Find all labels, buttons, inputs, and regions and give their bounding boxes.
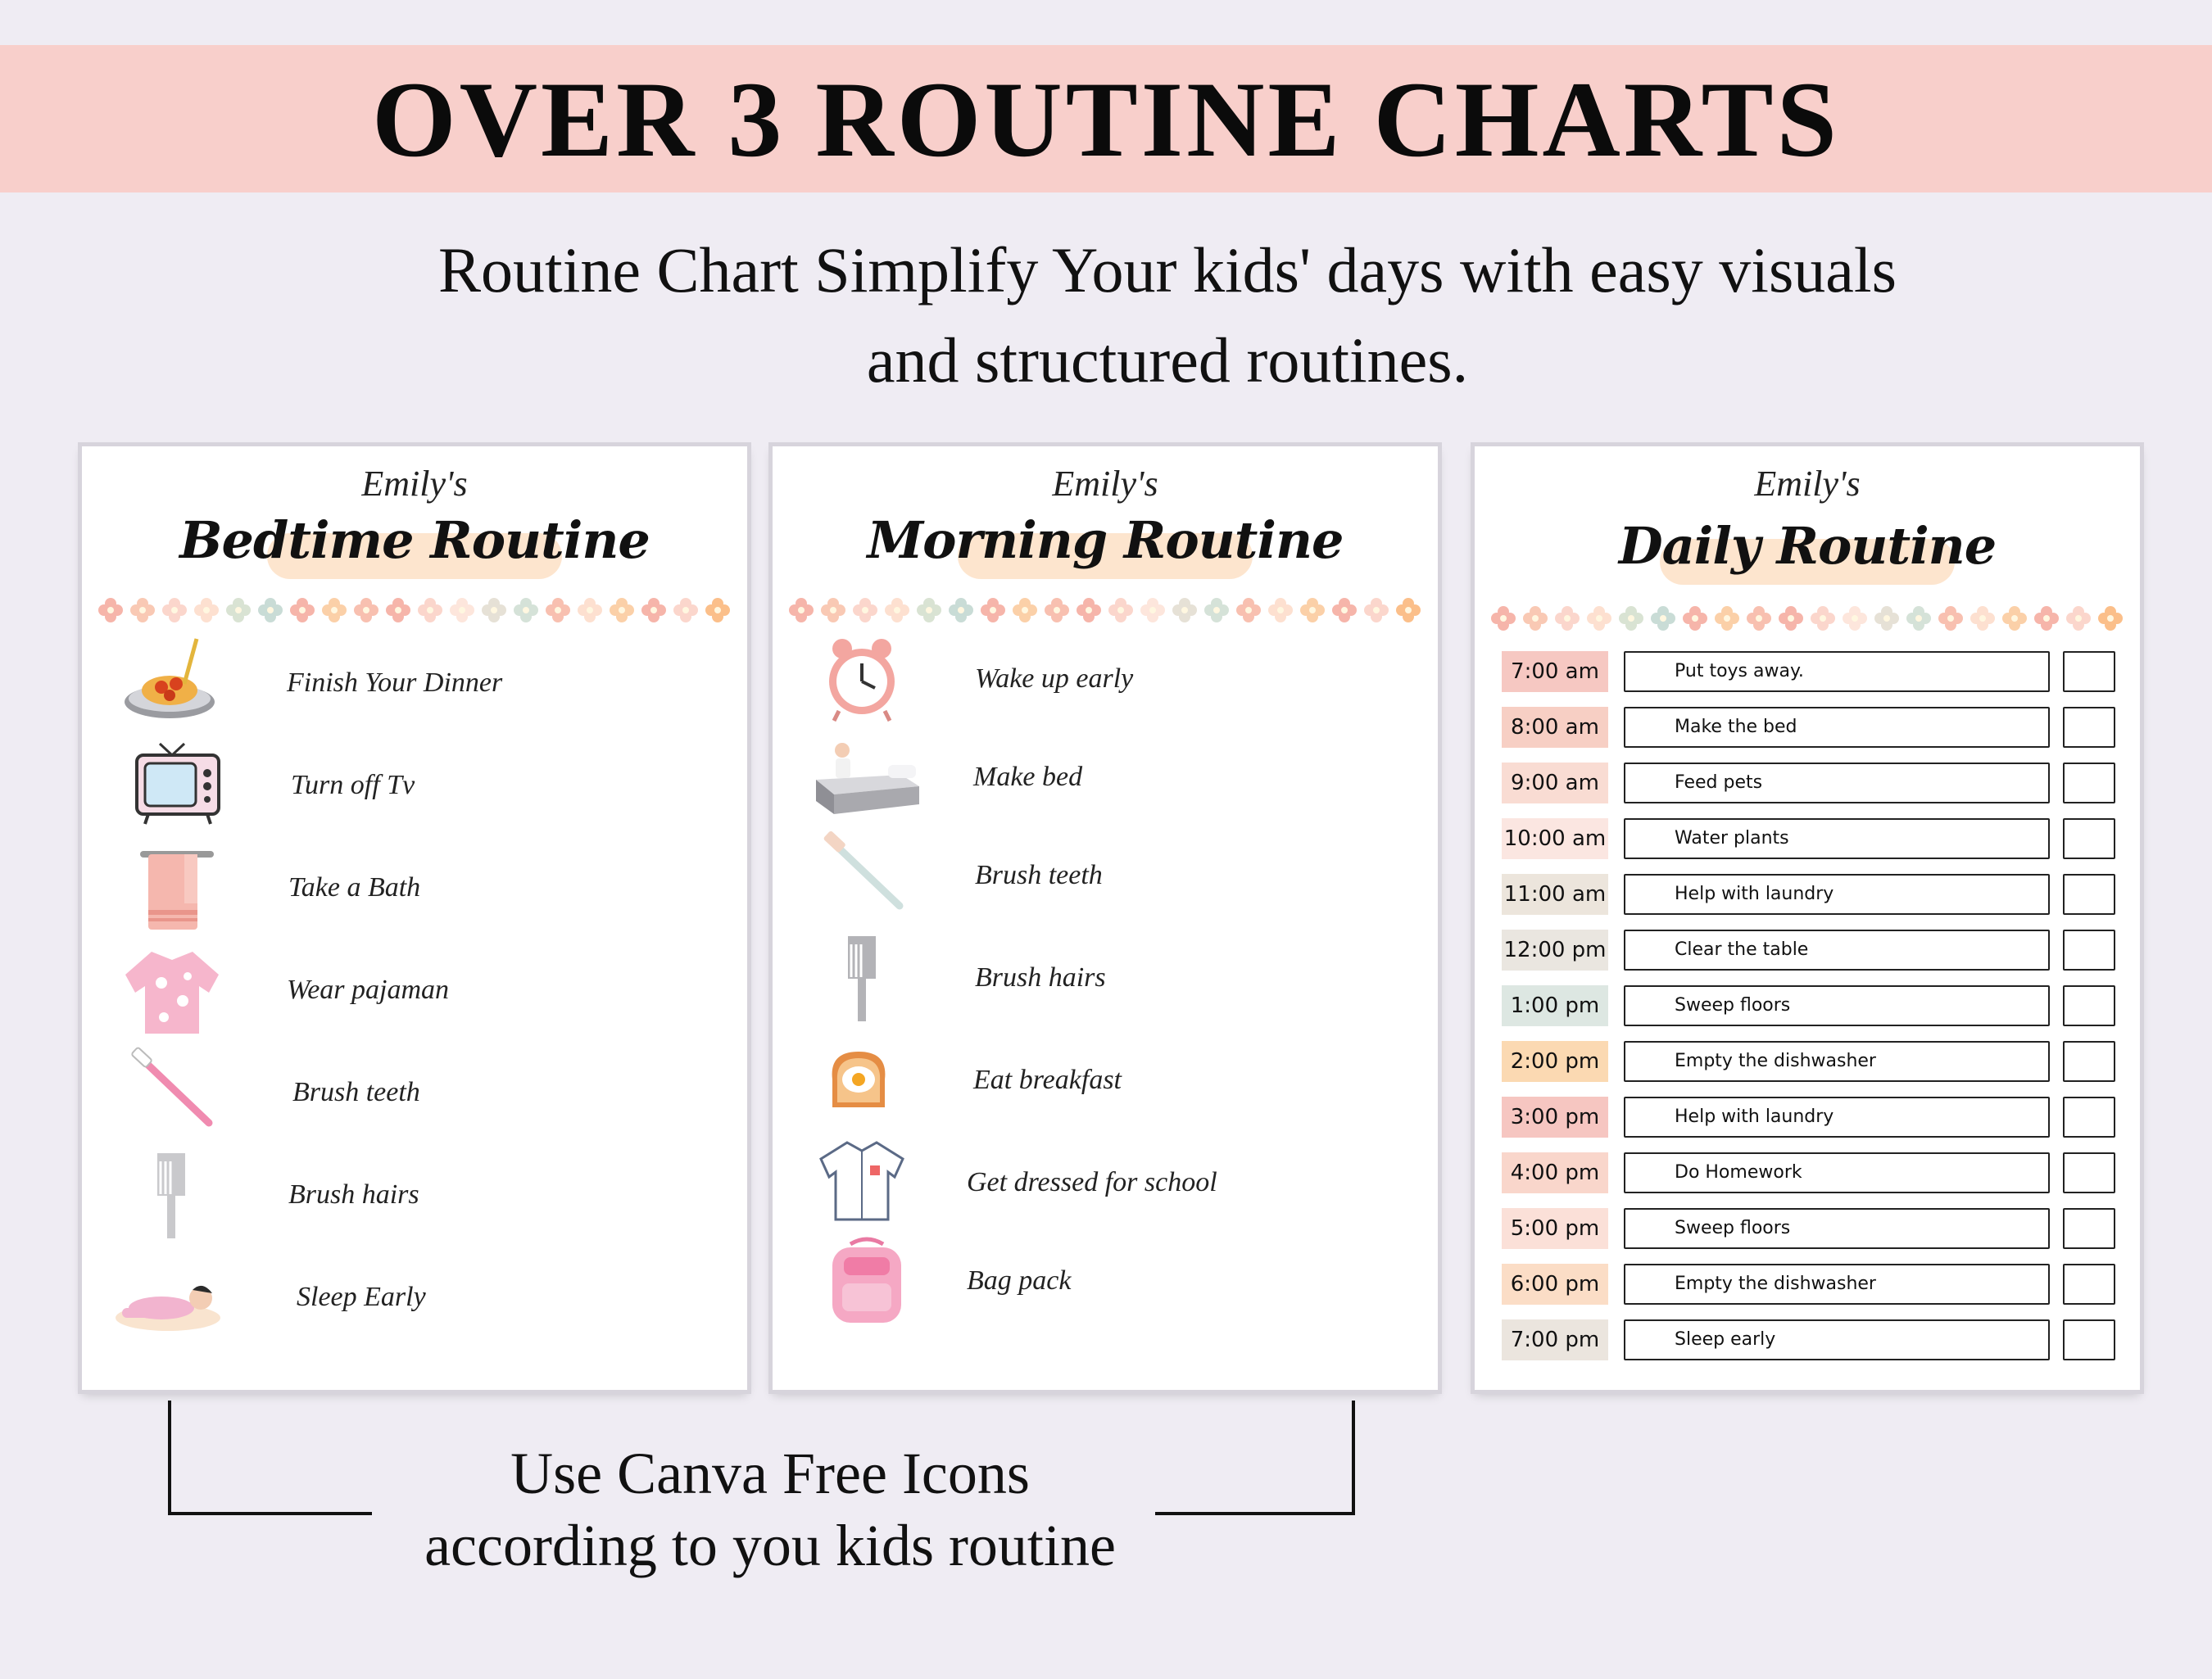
task-cell: [1624, 818, 2050, 859]
time-cell: 7:00 am: [1502, 651, 1608, 692]
item-label: Get dressed for school: [967, 1167, 1217, 1197]
flower-border: [785, 594, 1426, 627]
list-item: [773, 1134, 1438, 1233]
task-label: Make the bed: [1675, 717, 1797, 737]
checkbox[interactable]: [2063, 1208, 2115, 1249]
task-label: Help with laundry: [1675, 884, 1834, 904]
item-label: Take a Bath: [288, 872, 421, 903]
list-item: [82, 1044, 747, 1143]
item-label: Eat breakfast: [973, 1065, 1122, 1095]
table-row: [1475, 763, 2140, 812]
footer-line-2: according to you kids routine: [424, 1513, 1116, 1578]
daily-routine-card: [1475, 446, 2140, 1390]
list-item: [82, 1249, 747, 1347]
table-row: [1475, 930, 2140, 979]
table-row: [1475, 985, 2140, 1034]
time-cell: 2:00 pm: [1502, 1041, 1608, 1082]
task-cell: [1624, 651, 2050, 692]
item-label: Brush teeth: [975, 860, 1103, 890]
flower-border: [94, 594, 735, 627]
task-label: Empty the dishwasher: [1675, 1051, 1876, 1071]
task-cell: [1624, 1208, 2050, 1249]
table-row: [1475, 1041, 2140, 1090]
morning-routine-card: [773, 446, 1438, 1390]
list-item: [82, 942, 747, 1040]
towel-icon: [135, 840, 242, 938]
table-row: [1475, 651, 2140, 700]
toast-egg-icon: [818, 1032, 924, 1130]
list-item: [773, 827, 1438, 925]
time-cell: 6:00 pm: [1502, 1264, 1608, 1305]
item-label: Wear pajaman: [287, 975, 450, 1005]
item-label: Bag pack: [967, 1265, 1072, 1296]
checkbox[interactable]: [2063, 1097, 2115, 1138]
task-label: Sleep early: [1675, 1329, 1776, 1350]
task-label: Sweep floors: [1675, 995, 1791, 1016]
toothbrush-icon: [818, 827, 924, 925]
comb-icon: [830, 930, 936, 1028]
table-row: [1475, 1264, 2140, 1313]
alarm-clock-icon: [818, 631, 924, 729]
flower-border: [1487, 602, 2128, 635]
table-row: [1475, 1152, 2140, 1202]
time-cell: 8:00 am: [1502, 707, 1608, 748]
time-cell: 12:00 pm: [1502, 930, 1608, 971]
table-row: [1475, 818, 2140, 867]
list-item: [82, 737, 747, 835]
list-item: [773, 729, 1438, 827]
checkbox[interactable]: [2063, 1319, 2115, 1360]
task-cell: [1624, 1264, 2050, 1305]
time-cell: 10:00 am: [1502, 818, 1608, 859]
item-label: Make bed: [973, 762, 1083, 792]
task-label: Feed pets: [1675, 772, 1763, 793]
sleeping-child-icon: [111, 1249, 217, 1347]
item-label: Turn off Tv: [291, 770, 415, 800]
page-title: OVER 3 ROUTINE CHARTS: [372, 59, 1840, 179]
task-cell: [1624, 1041, 2050, 1082]
task-cell: [1624, 1097, 2050, 1138]
checkbox[interactable]: [2063, 1152, 2115, 1193]
bed-icon: [809, 729, 916, 827]
toothbrush-icon: [127, 1044, 233, 1143]
spaghetti-plate-icon: [119, 635, 225, 733]
checkbox[interactable]: [2063, 930, 2115, 971]
table-row: [1475, 1319, 2140, 1369]
card-title: Daily Routine: [1618, 516, 1997, 576]
item-label: Finish Your Dinner: [287, 668, 503, 698]
list-item: [773, 1233, 1438, 1331]
checkbox[interactable]: [2063, 1041, 2115, 1082]
task-cell: [1624, 707, 2050, 748]
list-item: [773, 631, 1438, 729]
television-icon: [127, 737, 233, 835]
table-row: [1475, 1208, 2140, 1257]
task-label: Water plants: [1675, 828, 1789, 849]
list-item: [82, 840, 747, 938]
task-cell: [1624, 930, 2050, 971]
right-bracket: [1155, 1401, 1355, 1515]
item-label: Wake up early: [975, 663, 1134, 694]
checkbox[interactable]: [2063, 707, 2115, 748]
card-title: Bedtime Routine: [179, 510, 650, 570]
time-cell: 11:00 am: [1502, 874, 1608, 915]
footer-note: [360, 1437, 1180, 1582]
backpack-icon: [818, 1233, 924, 1331]
item-label: Brush hairs: [288, 1179, 419, 1210]
time-cell: 7:00 pm: [1502, 1319, 1608, 1360]
card-owner-name: Emily's: [361, 464, 468, 504]
task-label: Clear the table: [1675, 939, 1809, 960]
table-row: [1475, 874, 2140, 923]
task-label: Empty the dishwasher: [1675, 1274, 1876, 1294]
task-label: Help with laundry: [1675, 1107, 1834, 1127]
subtitle: [246, 225, 2089, 405]
school-shirt-icon: [818, 1134, 924, 1233]
task-cell: [1624, 874, 2050, 915]
card-title: Morning Routine: [867, 510, 1344, 570]
footer-line-1: Use Canva Free Icons: [510, 1441, 1030, 1506]
checkbox[interactable]: [2063, 818, 2115, 859]
comb-icon: [139, 1147, 246, 1245]
table-row: [1475, 1097, 2140, 1146]
item-label: Brush teeth: [292, 1077, 420, 1107]
time-cell: 1:00 pm: [1502, 985, 1608, 1026]
checkbox[interactable]: [2063, 651, 2115, 692]
subtitle-line-2: and structured routines.: [866, 324, 1469, 396]
table-row: [1475, 707, 2140, 756]
time-cell: 4:00 pm: [1502, 1152, 1608, 1193]
item-label: Sleep Early: [297, 1282, 426, 1312]
checkbox[interactable]: [2063, 874, 2115, 915]
list-item: [82, 635, 747, 733]
task-cell: [1624, 763, 2050, 803]
task-label: Sweep floors: [1675, 1218, 1791, 1238]
bedtime-routine-card: [82, 446, 747, 1390]
time-cell: 3:00 pm: [1502, 1097, 1608, 1138]
task-cell: [1624, 1152, 2050, 1193]
task-cell: [1624, 1319, 2050, 1360]
left-bracket: [168, 1401, 372, 1515]
card-owner-name: Emily's: [1052, 464, 1158, 504]
time-cell: 9:00 am: [1502, 763, 1608, 803]
list-item: [82, 1147, 747, 1245]
item-label: Brush hairs: [975, 962, 1106, 993]
time-cell: 5:00 pm: [1502, 1208, 1608, 1249]
list-item: [773, 930, 1438, 1028]
checkbox[interactable]: [2063, 1264, 2115, 1305]
card-owner-name: Emily's: [1754, 464, 1861, 504]
task-label: Do Homework: [1675, 1162, 1802, 1183]
pajama-shirt-icon: [119, 942, 225, 1040]
subtitle-line-1: Routine Chart Simplify Your kids' days with easy visuals: [438, 234, 1897, 305]
checkbox[interactable]: [2063, 985, 2115, 1026]
task-cell: [1624, 985, 2050, 1026]
list-item: [773, 1032, 1438, 1130]
checkbox[interactable]: [2063, 763, 2115, 803]
task-label: Put toys away.: [1675, 661, 1804, 681]
